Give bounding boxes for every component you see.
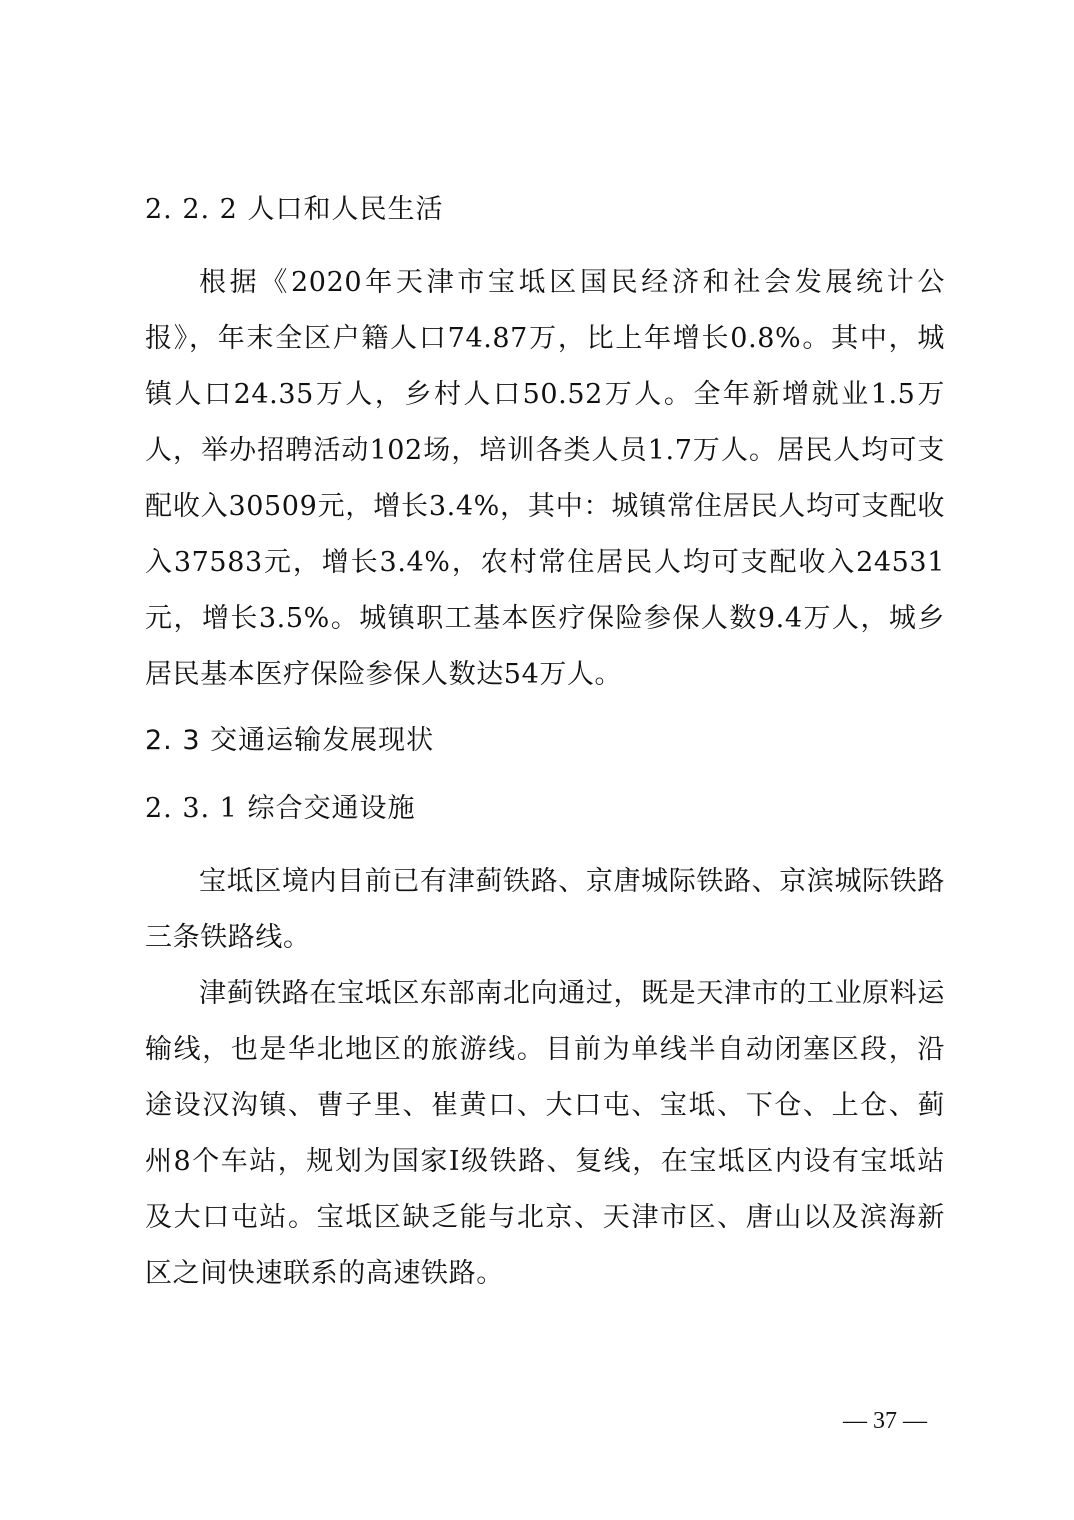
- paragraph-jinji-railway: 津蓟铁路在宝坻区东部南北向通过，既是天津市的工业原料运输线，也是华北地区的旅游线。目前为单线半自动闭塞区段，沿途设汉沟镇、曹子里、崔黄口、大口屯、宝坻、下仓、上仓、蓟州8个车站，规划为国家I级铁路、复线，在宝坻区内设有宝坻站及大口屯站。宝坻区缺乏能与北京、天津市区、唐山以及滨海新区之间快速联系的高速铁路。: [145, 978, 945, 1289]
- heading-2-3: 2. 3 交通运输发展现状: [145, 725, 435, 756]
- spacer: [145, 839, 945, 854]
- heading-2-3-1: 2. 3. 1 综合交通设施: [145, 793, 416, 824]
- paragraph-population: 根据《2020年天津市宝坻区国民经济和社会发展统计公报》，年末全区户籍人口74.87万，比上年增长0.8%。其中，城镇人口24.35万人，乡村人口50.52万人。全年新增就业1.5万人，举办招聘活动102场，培训各类人员1.7万人。居民人均可支配收入30509元，增长3.4%，其中：城镇常住居民人均可支配收入37583元，增长3.4%，农村常住居民人均可支配收入24531元，增长3.5%。城镇职工基本医疗保险参保人数9.4万人，城乡居民基本医疗保险参保人数达54万人。: [145, 267, 945, 690]
- paragraph-railways-overview: 宝坻区境内目前已有津蓟铁路、京唐城际铁路、京滨城际铁路三条铁路线。: [145, 866, 945, 953]
- spacer: [145, 703, 945, 711]
- page-content: [145, 180, 945, 1302]
- page-number: — 37 —: [843, 1408, 927, 1434]
- spacer: [145, 240, 945, 255]
- heading-2-2-2: 2. 2. 2 人口和人民生活: [145, 194, 444, 225]
- spacer: [145, 771, 945, 779]
